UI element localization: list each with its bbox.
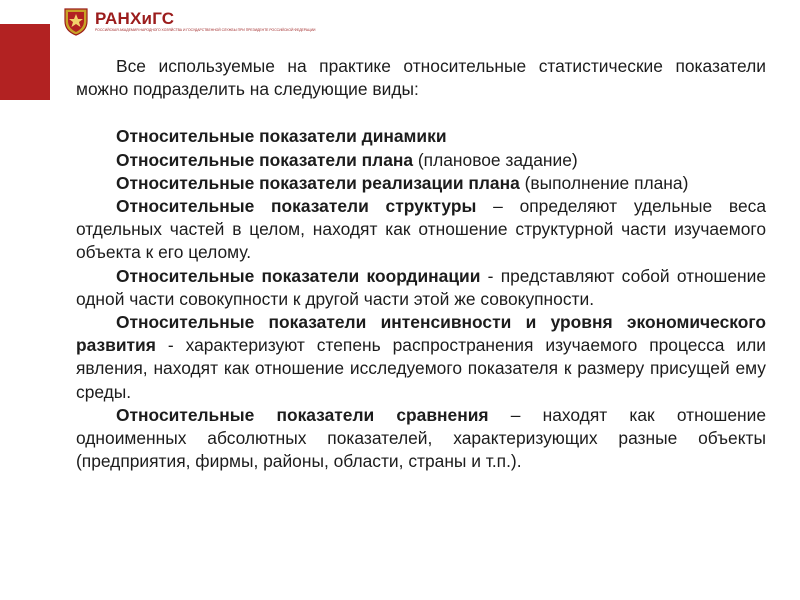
- item-term: Относительные показатели сравнения: [116, 404, 489, 425]
- list-item: [76, 404, 766, 474]
- slide-body: [76, 55, 766, 473]
- list-item: [76, 149, 766, 172]
- item-description: - представляют собой отношение одной части совокупности к другой части этой же совокупности.: [76, 265, 766, 309]
- item-term: Относительные показатели интенсивности и уровня экономического развития: [76, 312, 766, 356]
- item-term: Относительные показатели реализации плана: [116, 172, 520, 193]
- item-description: – определяют удельные веса отдельных частей в целом, находят как отношение структурной части изучаемого объекта к его целому.: [76, 196, 767, 263]
- item-term: Относительные показатели динамики: [116, 126, 447, 147]
- intro-paragraph: Все используемые на практике относительные статистические показатели можно подразделить на следующие виды:: [76, 56, 766, 100]
- logo-title: РАНХиГС: [95, 9, 175, 28]
- list-item: [76, 125, 766, 148]
- list-item: [76, 265, 766, 311]
- item-description: (плановое задание): [413, 149, 578, 170]
- item-term: Относительные показатели структуры: [116, 196, 477, 217]
- list-item: [76, 172, 766, 195]
- institution-logo: [62, 6, 316, 36]
- item-description: - характеризуют степень распространения изучаемого процесса или явления, находят как отношение исследуемого показателя к размеру присущей ему среды.: [76, 335, 766, 402]
- item-description: – находят как отношение одноименных абсолютных показателей, характеризующих разные объекты (предприятия, фирмы, районы, области, страны и т.п.).: [76, 404, 766, 472]
- item-term: Относительные показатели координации: [116, 265, 481, 286]
- emblem-icon: [62, 6, 90, 36]
- list-item: [76, 195, 766, 265]
- item-description: (выполнение плана): [519, 172, 689, 193]
- accent-bar: [0, 24, 50, 100]
- logo-subtitle: РОССИЙСКАЯ АКАДЕМИЯ НАРОДНОГО ХОЗЯЙСТВА И ГОСУДАРСТВЕННОЙ СЛУЖБЫ ПРИ ПРЕЗИДЕНТЕ РОССИЙСКОЙ ФЕДЕРАЦИИ: [95, 28, 316, 32]
- item-term: Относительные показатели плана: [116, 149, 414, 170]
- list-item: [76, 311, 766, 404]
